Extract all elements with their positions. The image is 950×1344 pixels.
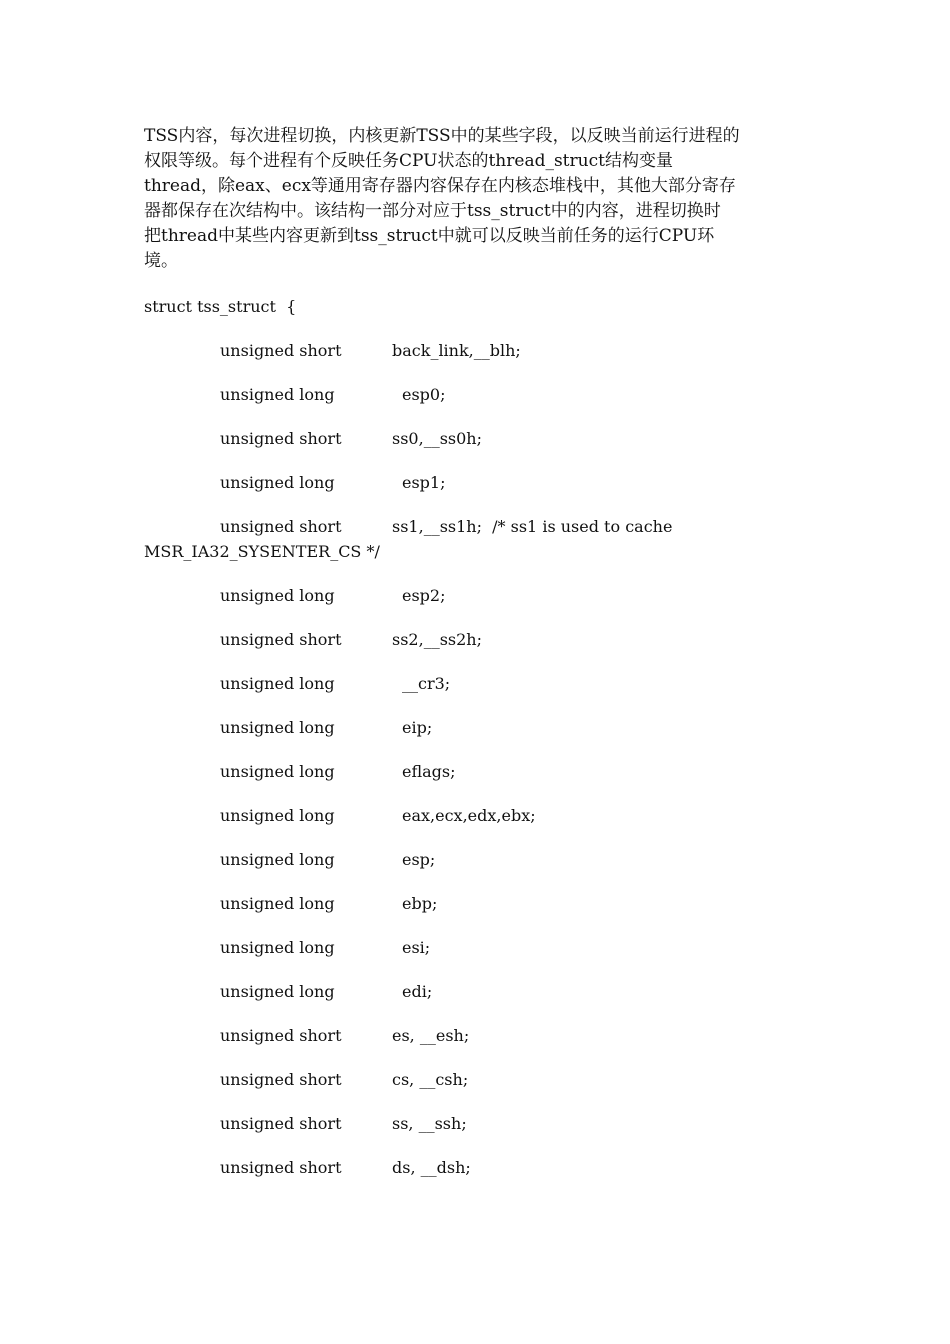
member-field: ds, __dsh; <box>392 1158 471 1177</box>
member-type: unsigned short <box>220 429 342 448</box>
member-field: ss, __ssh; <box>392 1114 467 1133</box>
intro-line: thread，除eax、ecx等通用寄存器内容保存在内核态堆栈中，其他大部分寄存 <box>144 176 736 196</box>
member-field: cs, __csh; <box>392 1070 469 1089</box>
member-field: ss2,__ss2h; <box>392 630 482 649</box>
member-type: unsigned long <box>220 674 335 693</box>
intro-line: 把thread中某些内容更新到tss_struct中就可以反映当前任务的运行CPU环 <box>144 226 715 246</box>
member-type: unsigned short <box>220 1070 342 1089</box>
member-field: esp; <box>402 850 436 869</box>
member-field: esp2; <box>402 586 446 605</box>
member-type: unsigned long <box>220 473 335 492</box>
member-type: unsigned long <box>220 894 335 913</box>
member-type: unsigned long <box>220 718 335 737</box>
member-field: ss1,__ss1h; /* ss1 is used to cache <box>392 517 673 536</box>
intro-line: 境。 <box>144 251 178 271</box>
member-field: es, __esh; <box>392 1026 470 1045</box>
intro-line: 器都保存在次结构中。该结构一部分对应于tss_struct中的内容，进程切换时 <box>144 201 721 221</box>
member-field: ss0,__ss0h; <box>392 429 482 448</box>
member-field: back_link,__blh; <box>392 341 521 360</box>
member-type: unsigned short <box>220 630 342 649</box>
member-field: eax,ecx,edx,ebx; <box>402 806 536 825</box>
intro-paragraph <box>144 124 814 274</box>
member-type: unsigned short <box>220 341 342 360</box>
member-type: unsigned short <box>220 517 342 536</box>
member-field: esp1; <box>402 473 446 492</box>
struct-header: struct tss_struct { <box>144 297 297 316</box>
member-type: unsigned long <box>220 385 335 404</box>
comment-continuation: MSR_IA32_SYSENTER_CS */ <box>144 542 380 561</box>
member-field: eflags; <box>402 762 456 781</box>
intro-line: TSS内容，每次进程切换，内核更新TSS中的某些字段，以反映当前运行进程的 <box>144 126 740 146</box>
member-field: esp0; <box>402 385 446 404</box>
member-field: esi; <box>402 938 431 957</box>
member-type: unsigned long <box>220 982 335 1001</box>
member-field: ebp; <box>402 894 438 913</box>
member-type: unsigned long <box>220 806 335 825</box>
member-type: unsigned short <box>220 1026 342 1045</box>
member-type: unsigned long <box>220 850 335 869</box>
member-field: __cr3; <box>402 674 451 693</box>
member-type: unsigned long <box>220 586 335 605</box>
member-field: eip; <box>402 718 433 737</box>
member-type: unsigned short <box>220 1158 342 1177</box>
member-field: edi; <box>402 982 433 1001</box>
member-type: unsigned long <box>220 762 335 781</box>
member-type: unsigned long <box>220 938 335 957</box>
member-type: unsigned short <box>220 1114 342 1133</box>
intro-line: 权限等级。每个进程有个反映任务CPU状态的thread_struct结构变量 <box>144 151 673 171</box>
